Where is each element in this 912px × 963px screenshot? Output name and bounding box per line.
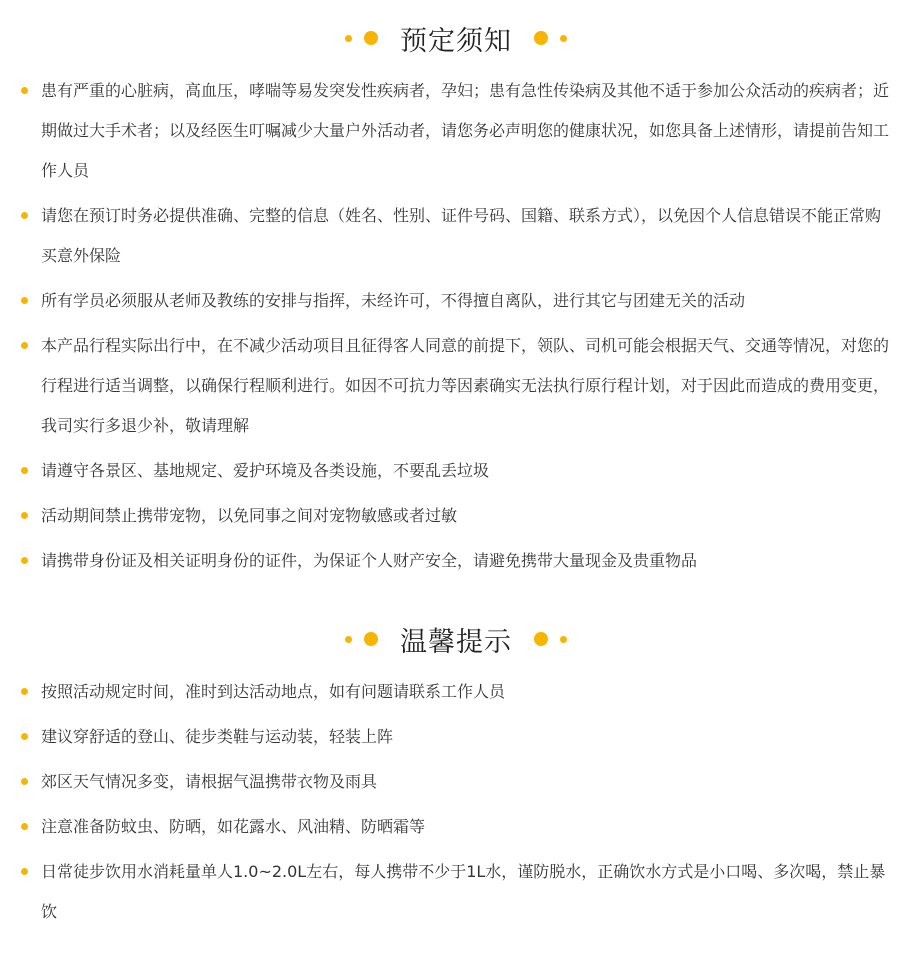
large-dot-icon [364, 632, 378, 646]
list-item [0, 672, 912, 712]
list-item [0, 196, 912, 276]
list-item-text: 注意准备防蚊虫、防晒，如花露水、风油精、防晒霜等 [41, 817, 426, 836]
list-item-text: 日常徒步饮用水消耗量单人1.0~2.0L左右，每人携带不少于1L水，谨防脱水，正确饮水方式是小口喝、多次喝，禁止暴饮 [41, 862, 886, 921]
list-item [0, 496, 912, 536]
bullet-dot-icon [21, 87, 28, 94]
list-item [0, 807, 912, 847]
title-decoration-left [345, 31, 378, 45]
list-item [0, 71, 912, 191]
bullet-dot-icon [21, 342, 28, 349]
title-decoration-left [345, 632, 378, 646]
small-dot-icon [560, 35, 567, 42]
bullet-dot-icon [21, 467, 28, 474]
list-item-text: 本产品行程实际出行中，在不减少活动项目且征得客人同意的前提下，领队、司机可能会根据天气、交通等情况，对您的行程进行适当调整，以确保行程顺利进行。如因不可抗力等因素确实无法执行原行程计划，对于因此而造成的费用变更，我司实行多退少补，敬请理解 [41, 336, 890, 435]
large-dot-icon [364, 31, 378, 45]
list-item-text: 所有学员必须服从老师及教练的安排与指挥，未经许可，不得擅自离队，进行其它与团建无关的活动 [41, 291, 746, 310]
list-item-text: 按照活动规定时间，准时到达活动地点，如有问题请联系工作人员 [41, 682, 506, 701]
bullet-dot-icon [21, 823, 28, 830]
warm-tips-list [0, 672, 912, 937]
small-dot-icon [345, 636, 352, 643]
booking-notice-title: 预定须知 [400, 25, 512, 57]
bullet-dot-icon [21, 733, 28, 740]
booking-notice-header [0, 16, 912, 60]
list-item [0, 281, 912, 321]
bullet-dot-icon [21, 512, 28, 519]
warm-tips-title: 温馨提示 [400, 626, 512, 658]
warm-tips-header [0, 617, 912, 661]
small-dot-icon [560, 636, 567, 643]
list-item-text: 请遵守各景区、基地规定、爱护环境及各类设施，不要乱丢垃圾 [41, 461, 490, 480]
list-item [0, 717, 912, 757]
list-item-text: 患有严重的心脏病，高血压，哮喘等易发突发性疾病者，孕妇；患有急性传染病及其他不适于参加公众活动的疾病者；近期做过大手术者；以及经医生叮嘱减少大量户外活动者，请您务必声明您的健康状况，如您具备上述情形，请提前告知工作人员 [41, 81, 890, 180]
list-item [0, 541, 912, 581]
bullet-dot-icon [21, 778, 28, 785]
bullet-dot-icon [21, 297, 28, 304]
list-item [0, 326, 912, 446]
list-item-text: 活动期间禁止携带宠物，以免同事之间对宠物敏感或者过敏 [41, 506, 458, 525]
booking-notice-list [0, 71, 912, 586]
list-item-text: 建议穿舒适的登山、徒步类鞋与运动装，轻装上阵 [41, 727, 394, 746]
list-item-text: 请携带身份证及相关证明身份的证件，为保证个人财产安全，请避免携带大量现金及贵重物品 [41, 551, 698, 570]
list-item-text: 郊区天气情况多变，请根据气温携带衣物及雨具 [41, 772, 378, 791]
bullet-dot-icon [21, 868, 28, 875]
bullet-dot-icon [21, 212, 28, 219]
title-decoration-right [534, 632, 567, 646]
small-dot-icon [345, 35, 352, 42]
large-dot-icon [534, 632, 548, 646]
list-item-text: 请您在预订时务必提供准确、完整的信息（姓名、性别、证件号码、国籍、联系方式），以免因个人信息错误不能正常购买意外保险 [41, 206, 882, 265]
title-decoration-right [534, 31, 567, 45]
list-item [0, 451, 912, 491]
list-item [0, 762, 912, 802]
bullet-dot-icon [21, 688, 28, 695]
list-item [0, 852, 912, 932]
bullet-dot-icon [21, 557, 28, 564]
large-dot-icon [534, 31, 548, 45]
